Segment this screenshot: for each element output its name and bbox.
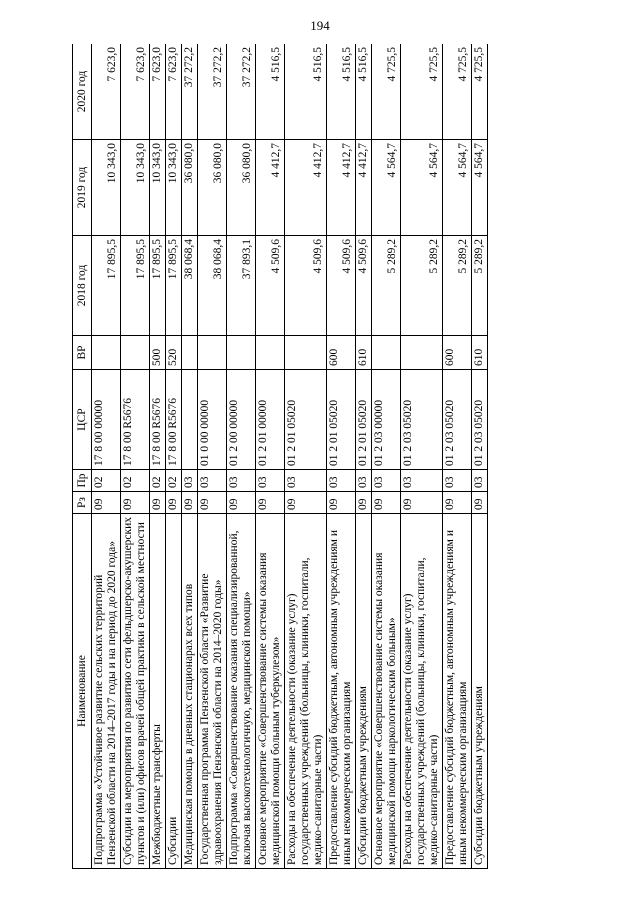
table-area [72, 44, 586, 869]
header-csr: ЦСР [73, 370, 92, 470]
cell-pr: 02 [121, 470, 150, 492]
cell-vr [121, 336, 150, 370]
cell-pr: 03 [356, 470, 372, 492]
header-rz: Рз [73, 492, 92, 514]
table-row [92, 44, 121, 869]
cell-y2018: 4 509,6 [356, 236, 372, 336]
cell-y2019: 10 343,0 [121, 140, 150, 236]
cell-y2019: 4 412,7 [327, 140, 356, 236]
cell-y2019: 4 412,7 [256, 140, 285, 236]
cell-csr: 17 8 00 00000 [92, 370, 121, 470]
cell-pr: 03 [285, 470, 327, 492]
cell-vr [372, 336, 401, 370]
cell-y2020: 4 516,5 [285, 44, 327, 140]
cell-csr: 01 2 03 00000 [372, 370, 401, 470]
cell-pr: 03 [472, 470, 488, 492]
cell-csr: 17 8 00 R5676 [121, 370, 150, 470]
table-row [150, 44, 166, 869]
cell-csr: 01 2 03 05020 [401, 370, 443, 470]
cell-y2020: 4 516,5 [356, 44, 372, 140]
cell-pr: 02 [166, 470, 182, 492]
cell-y2019: 4 564,7 [401, 140, 443, 236]
cell-name: Расходы на обеспечение деятельности (оказание услуг) государственных учреждений (больницы, клиники, госпитали, медико-санитарные части) [285, 514, 327, 869]
cell-y2018: 5 289,2 [372, 236, 401, 336]
cell-y2018: 17 895,5 [92, 236, 121, 336]
table-row [198, 44, 227, 869]
cell-rz: 09 [401, 492, 443, 514]
cell-y2018: 5 289,2 [401, 236, 443, 336]
cell-y2018: 38 068,4 [198, 236, 227, 336]
cell-y2020: 4 725,5 [372, 44, 401, 140]
cell-rz: 09 [472, 492, 488, 514]
header-2018: 2018 год [73, 236, 92, 336]
cell-y2018: 17 895,5 [166, 236, 182, 336]
header-vr: ВР [73, 336, 92, 370]
header-name: Наименование [73, 514, 92, 869]
budget-table [72, 44, 488, 869]
cell-name: Предоставление субсидий бюджетным, автономным учреждениям и иным некоммерческим организациям [327, 514, 356, 869]
cell-y2019: 4 412,7 [285, 140, 327, 236]
cell-csr: 01 0 00 00000 [198, 370, 227, 470]
cell-name: Субсидии бюджетным учреждениям [356, 514, 372, 869]
cell-y2019: 10 343,0 [150, 140, 166, 236]
cell-y2020: 7 623,0 [150, 44, 166, 140]
cell-pr: 03 [327, 470, 356, 492]
cell-y2020: 4 516,5 [327, 44, 356, 140]
cell-vr [198, 336, 227, 370]
cell-csr: 01 2 03 05020 [472, 370, 488, 470]
cell-y2020: 4 516,5 [256, 44, 285, 140]
table-row [356, 44, 372, 869]
cell-rz: 09 [121, 492, 150, 514]
cell-rz: 09 [150, 492, 166, 514]
cell-vr [285, 336, 327, 370]
cell-y2018: 38 068,4 [182, 236, 198, 336]
cell-y2018: 4 509,6 [327, 236, 356, 336]
cell-vr [92, 336, 121, 370]
cell-csr: 01 2 01 05020 [327, 370, 356, 470]
cell-y2019: 36 080,0 [198, 140, 227, 236]
table-row [372, 44, 401, 869]
cell-y2018: 5 289,2 [472, 236, 488, 336]
cell-rz: 09 [166, 492, 182, 514]
cell-csr: 01 2 03 05020 [443, 370, 472, 470]
cell-name: Расходы на обеспечение деятельности (оказание услуг) государственных учреждений (больницы, клиники, госпитали, медико-санитарные части) [401, 514, 443, 869]
cell-y2020: 7 623,0 [121, 44, 150, 140]
cell-vr [256, 336, 285, 370]
cell-y2018: 4 509,6 [256, 236, 285, 336]
cell-y2018: 5 289,2 [443, 236, 472, 336]
cell-y2019: 4 412,7 [356, 140, 372, 236]
cell-name: Подпрограмма «Совершенствование оказания специализированной, включая высокотехнологичную, медицинской помощи» [227, 514, 256, 869]
table-row [472, 44, 488, 869]
cell-vr: 500 [150, 336, 166, 370]
cell-y2019: 36 080,0 [227, 140, 256, 236]
cell-y2020: 4 725,5 [443, 44, 472, 140]
cell-y2020: 7 623,0 [92, 44, 121, 140]
table-row [166, 44, 182, 869]
cell-y2020: 37 272,2 [227, 44, 256, 140]
table-header-row [73, 44, 92, 869]
cell-name: Предоставление субсидий бюджетным, автономным учреждениям и иным некоммерческим организациям [443, 514, 472, 869]
table-row [182, 44, 198, 869]
cell-vr: 610 [356, 336, 372, 370]
header-2020: 2020 год [73, 44, 92, 140]
cell-name: Медицинская помощь в дневных стационарах всех типов [182, 514, 198, 869]
cell-y2020: 4 725,5 [401, 44, 443, 140]
table-body [92, 44, 488, 869]
table-row [256, 44, 285, 869]
cell-name: Субсидии [166, 514, 182, 869]
cell-rz: 09 [372, 492, 401, 514]
cell-name: Государственная программа Пензенской области «Развитие здравоохранения Пензенской области на 2014–2020 годы» [198, 514, 227, 869]
cell-csr: 01 2 01 05020 [285, 370, 327, 470]
cell-pr: 03 [198, 470, 227, 492]
cell-rz: 09 [256, 492, 285, 514]
cell-y2019: 10 343,0 [92, 140, 121, 236]
cell-rz: 09 [227, 492, 256, 514]
cell-rz: 09 [285, 492, 327, 514]
cell-pr: 03 [401, 470, 443, 492]
cell-vr [182, 336, 198, 370]
cell-name: Межбюджетные трансферты [150, 514, 166, 869]
cell-y2019: 4 564,7 [472, 140, 488, 236]
table-row [327, 44, 356, 869]
cell-rz: 09 [327, 492, 356, 514]
cell-y2019: 10 343,0 [166, 140, 182, 236]
cell-pr: 03 [256, 470, 285, 492]
cell-rz: 09 [198, 492, 227, 514]
cell-pr: 02 [92, 470, 121, 492]
cell-vr: 600 [327, 336, 356, 370]
cell-name: Основное мероприятие «Совершенствование системы оказания медицинской помощи больным туберкулезом» [256, 514, 285, 869]
cell-csr: 01 2 01 05020 [356, 370, 372, 470]
cell-name: Основное мероприятие «Совершенствование системы оказания медицинской помощи наркологическим больным» [372, 514, 401, 869]
cell-y2019: 36 080,0 [182, 140, 198, 236]
cell-y2018: 17 895,5 [121, 236, 150, 336]
cell-vr: 520 [166, 336, 182, 370]
cell-rz: 09 [443, 492, 472, 514]
cell-csr: 01 2 00 00000 [227, 370, 256, 470]
cell-pr: 03 [443, 470, 472, 492]
cell-vr: 610 [472, 336, 488, 370]
cell-y2020: 37 272,2 [198, 44, 227, 140]
cell-rz: 09 [182, 492, 198, 514]
cell-name: Субсидии на мероприятия по развитию сети фельдшерско-акушерских пунктов и (или) офисов врачей общей практики в сельской местности [121, 514, 150, 869]
header-pr: Пр [73, 470, 92, 492]
cell-y2019: 4 564,7 [372, 140, 401, 236]
table-row [443, 44, 472, 869]
cell-vr [227, 336, 256, 370]
page-number: 194 [310, 18, 330, 33]
cell-vr [401, 336, 443, 370]
cell-vr: 600 [443, 336, 472, 370]
cell-y2018: 4 509,6 [285, 236, 327, 336]
cell-csr [182, 370, 198, 470]
cell-y2018: 37 893,1 [227, 236, 256, 336]
cell-rz: 09 [92, 492, 121, 514]
header-2019: 2019 год [73, 140, 92, 236]
cell-pr: 02 [150, 470, 166, 492]
cell-pr: 03 [182, 470, 198, 492]
cell-y2020: 7 623,0 [166, 44, 182, 140]
table-row [285, 44, 327, 869]
cell-y2020: 37 272,2 [182, 44, 198, 140]
cell-name: Подпрограмма «Устойчивое развитие сельских территорий Пензенской области на 2014–2017 годы и на период до 2020 года» [92, 514, 121, 869]
cell-rz: 09 [356, 492, 372, 514]
cell-csr: 17 8 00 R5676 [166, 370, 182, 470]
rotated-table-container [72, 44, 586, 869]
cell-name: Субсидии бюджетным учреждениям [472, 514, 488, 869]
cell-pr: 03 [227, 470, 256, 492]
cell-y2018: 17 895,5 [150, 236, 166, 336]
table-row [401, 44, 443, 869]
table-row [121, 44, 150, 869]
table-row [227, 44, 256, 869]
cell-y2019: 4 564,7 [443, 140, 472, 236]
cell-csr: 01 2 01 00000 [256, 370, 285, 470]
cell-y2020: 4 725,5 [472, 44, 488, 140]
cell-pr: 03 [372, 470, 401, 492]
cell-csr: 17 8 00 R5676 [150, 370, 166, 470]
